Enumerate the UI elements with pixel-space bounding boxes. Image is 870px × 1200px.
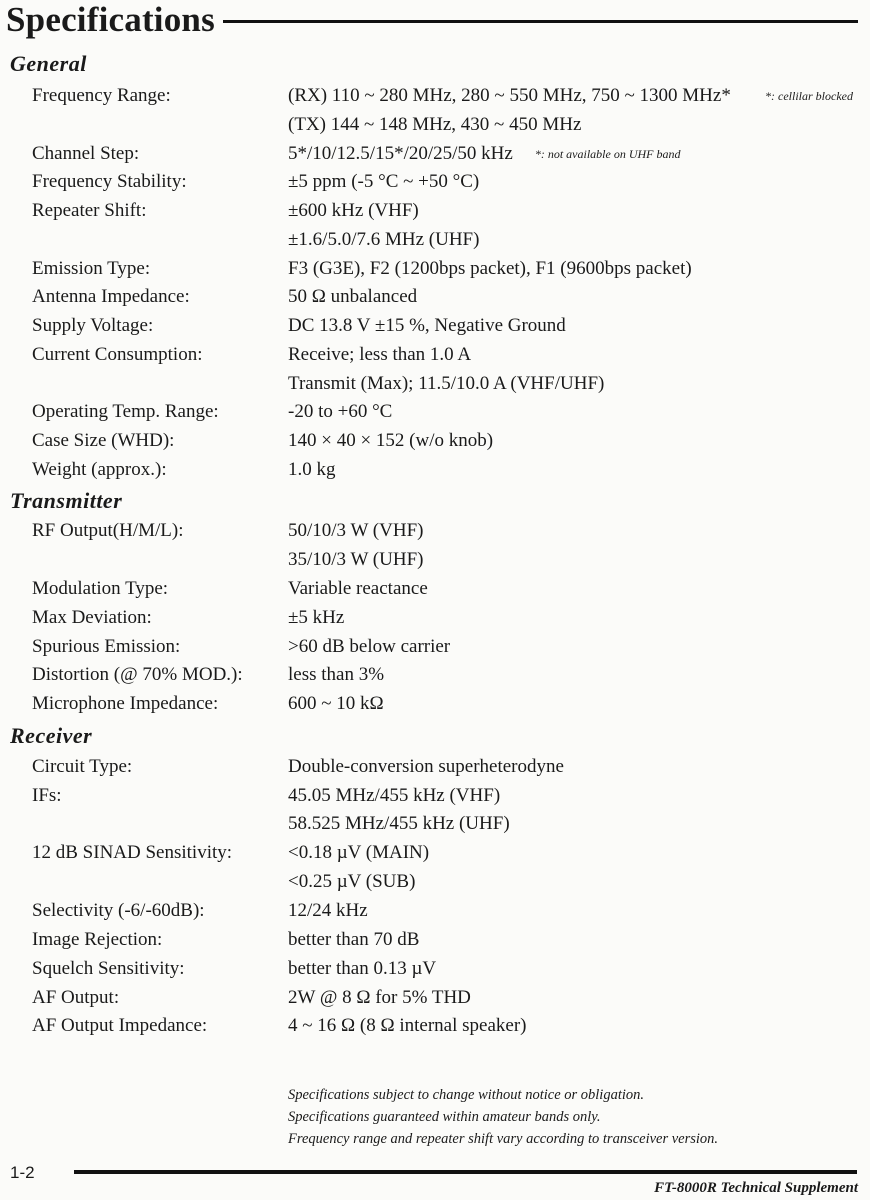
spec-label: Operating Temp. Range:: [32, 401, 219, 422]
section-heading-transmitter: Transmitter: [10, 488, 123, 513]
spec-label: RF Output(H/M/L):: [32, 520, 184, 541]
spec-label: IFs:: [32, 785, 62, 806]
spec-row: [0, 1012, 870, 1040]
spec-row: [0, 955, 870, 983]
footnote: Specifications guaranteed within amateur bands only.: [288, 1109, 601, 1125]
spec-value: Double-conversion superheterodyne: [288, 756, 564, 777]
spec-value: F3 (G3E), F2 (1200bps packet), F1 (9600bps packet): [288, 258, 692, 279]
spec-row: [0, 839, 870, 867]
spec-value: 58.525 MHz/455 kHz (UHF): [288, 813, 510, 834]
spec-label: AF Output:: [32, 987, 120, 1008]
spec-label: Circuit Type:: [32, 756, 133, 777]
spec-row: [0, 661, 870, 689]
spec-label: Selectivity (-6/-60dB):: [32, 900, 205, 921]
spec-value: ±5 kHz: [288, 607, 345, 628]
spec-value: ±5 ppm (-5 °C ~ +50 °C): [288, 171, 480, 192]
spec-row: [0, 897, 870, 925]
spec-value: 50/10/3 W (VHF): [288, 520, 424, 541]
spec-value: Transmit (Max); 11.5/10.0 A (VHF/UHF): [288, 373, 605, 394]
spec-row: [0, 226, 870, 254]
spec-value: Variable reactance: [288, 578, 428, 599]
spec-row: [0, 82, 870, 110]
spec-value: 35/10/3 W (UHF): [288, 549, 424, 570]
spec-label: Distortion (@ 70% MOD.):: [32, 664, 243, 685]
spec-value: 50 Ω unbalanced: [288, 286, 418, 307]
spec-value: [288, 140, 680, 169]
footnote: Specifications subject to change without notice or obligation.: [288, 1087, 645, 1103]
section-heading-receiver: Receiver: [10, 723, 93, 748]
spec-label: Image Rejection:: [32, 929, 163, 950]
spec-label: Frequency Stability:: [32, 171, 187, 192]
spec-value: 600 ~ 10 kΩ: [288, 693, 384, 714]
footnotes: [288, 1084, 718, 1150]
spec-value: ±1.6/5.0/7.6 MHz (UHF): [288, 229, 480, 250]
spec-label: Weight (approx.):: [32, 459, 167, 480]
spec-row: [0, 546, 870, 574]
spec-value: Receive; less than 1.0 A: [288, 344, 472, 365]
spec-value: 140 × 40 × 152 (w/o knob): [288, 430, 494, 451]
spec-label: Case Size (WHD):: [32, 430, 175, 451]
spec-label: Supply Voltage:: [32, 315, 154, 336]
spec-row: [0, 456, 870, 484]
spec-label: Spurious Emission:: [32, 636, 181, 657]
spec-label: AF Output Impedance:: [32, 1015, 208, 1036]
spec-row: [0, 140, 870, 168]
spec-label: Squelch Sensitivity:: [32, 958, 185, 979]
spec-value: (TX) 144 ~ 148 MHz, 430 ~ 450 MHz: [288, 114, 582, 135]
spec-label: Channel Step:: [32, 143, 140, 164]
spec-value: 12/24 kHz: [288, 900, 368, 921]
spec-row: [0, 753, 870, 781]
spec-row: [0, 255, 870, 283]
spec-label: Current Consumption:: [32, 344, 203, 365]
spec-value: <0.18 µV (MAIN): [288, 842, 430, 863]
spec-row: [0, 312, 870, 340]
spec-row: [0, 690, 870, 718]
spec-label: Microphone Impedance:: [32, 693, 219, 714]
spec-value: >60 dB below carrier: [288, 636, 451, 657]
spec-row: [0, 341, 870, 369]
spec-value: ±600 kHz (VHF): [288, 200, 419, 221]
spec-label: Emission Type:: [32, 258, 151, 279]
section-heading-general: General: [10, 51, 87, 76]
spec-value: less than 3%: [288, 664, 385, 685]
spec-row: [0, 604, 870, 632]
spec-value: 1.0 kg: [288, 459, 336, 480]
spec-value: better than 0.13 µV: [288, 958, 437, 979]
spec-value: better than 70 dB: [288, 929, 420, 950]
page-title-bar: [6, 0, 858, 40]
spec-row: [0, 370, 870, 398]
spec-label: Antenna Impedance:: [32, 286, 190, 307]
spec-label: Max Deviation:: [32, 607, 152, 628]
spec-row: [0, 283, 870, 311]
footer-rule: [74, 1170, 857, 1174]
document-title: FT-8000R Technical Supplement: [654, 1180, 858, 1196]
spec-row: [0, 398, 870, 426]
spec-label: Modulation Type:: [32, 578, 169, 599]
spec-footnote: *: not available on UHF band: [534, 147, 681, 161]
spec-value: -20 to +60 °C: [288, 401, 393, 422]
spec-value: (RX) 110 ~ 280 MHz, 280 ~ 550 MHz, 750 ~ 1300 MHz*: [288, 85, 731, 106]
spec-row: [0, 810, 870, 838]
spec-label: Repeater Shift:: [32, 200, 147, 221]
spec-row: [0, 782, 870, 810]
spec-row: [0, 868, 870, 896]
spec-row: [0, 168, 870, 196]
spec-value: <0.25 µV (SUB): [288, 871, 416, 892]
footnote: Frequency range and repeater shift vary according to transceiver version.: [288, 1131, 719, 1147]
spec-value: DC 13.8 V ±15 %, Negative Ground: [288, 315, 566, 336]
title-rule: [223, 20, 858, 23]
spec-label: 12 dB SINAD Sensitivity:: [32, 842, 233, 863]
spec-footnote: *: cellilar blocked: [765, 89, 853, 103]
page-number: 1-2: [10, 1163, 35, 1182]
spec-row: [0, 427, 870, 455]
spec-row: [0, 926, 870, 954]
spec-value: 4 ~ 16 Ω (8 Ω internal speaker): [288, 1015, 527, 1036]
spec-value: 2W @ 8 Ω for 5% THD: [288, 987, 471, 1008]
spec-row: [0, 575, 870, 603]
spec-value-text: 5*/10/12.5/15*/20/25/50 kHz: [288, 143, 513, 164]
spec-label: Frequency Range:: [32, 85, 171, 106]
spec-row: [0, 111, 870, 139]
page-title: Specifications: [6, 0, 215, 39]
spec-row: [0, 633, 870, 661]
spec-row: [0, 197, 870, 225]
spec-row: [0, 517, 870, 545]
spec-value: 45.05 MHz/455 kHz (VHF): [288, 785, 501, 806]
spec-row: [0, 984, 870, 1012]
